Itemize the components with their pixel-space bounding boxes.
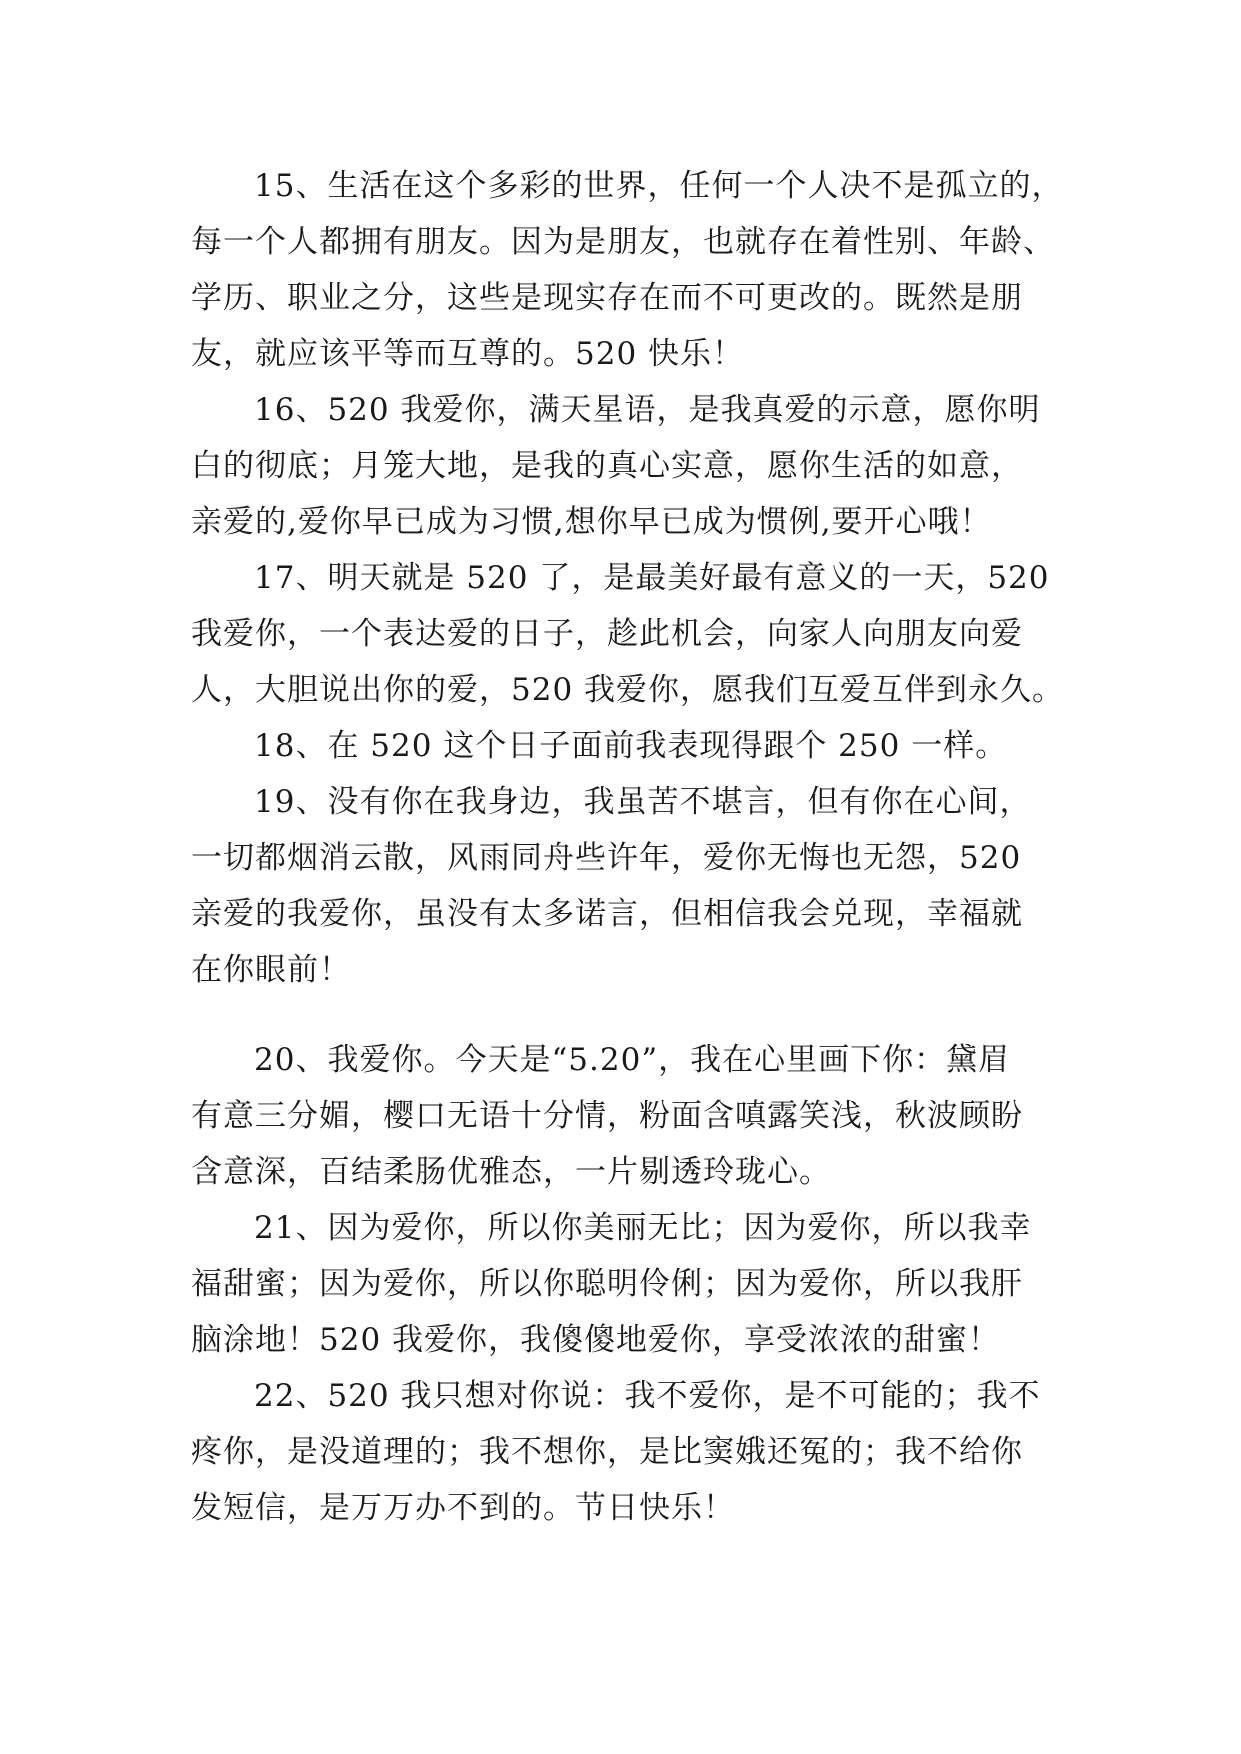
paragraph-19-line-2: 一切都烟消云散，风雨同舟些许年，爱你无悔也无怨，520 [191,840,1022,876]
paragraph-17-line-2: 我爱你，一个表达爱的日子，趁此机会，向家人向朋友向爱 [191,616,1023,652]
paragraph-16-line-1: 16、520 我爱你，满天星语，是我真爱的示意，愿你明 [254,392,1041,428]
paragraph-16-line-3: 亲爱的,爱你早已成为习惯,想你早已成为惯例,要开心哦！ [191,504,992,540]
paragraph-21-line-3: 脑涂地！520 我爱你，我傻傻地爱你，享受浓浓的甜蜜！ [191,1322,1001,1358]
paragraph-15-line-3: 学历、职业之分，这些是现实存在而不可更改的。既然是朋 [191,280,1023,316]
paragraph-22-line-1: 22、520 我只想对你说：我不爱你，是不可能的；我不 [254,1378,1041,1414]
paragraph-15-line-4: 友，就应该平等而互尊的。520 快乐！ [191,336,745,372]
paragraph-22-line-2: 疼你，是没道理的；我不想你，是比窦娥还冤的；我不给你 [191,1434,1023,1470]
paragraph-17-line-1: 17、明天就是 520 了，是最美好最有意义的一天，520 [254,560,1050,596]
paragraph-21-line-1: 21、因为爱你，所以你美丽无比；因为爱你，所以我幸 [254,1210,1032,1246]
paragraph-20-line-3: 含意深，百结柔肠优雅态，一片剔透玲珑心。 [191,1154,831,1190]
paragraph-20-line-2: 有意三分媚，樱口无语十分情，粉面含嗔露笑浅，秋波顾盼 [191,1098,1023,1134]
paragraph-19-line-3: 亲爱的我爱你，虽没有太多诺言，但相信我会兑现，幸福就 [191,896,1023,932]
paragraph-17-line-3: 人，大胆说出你的爱，520 我爱你，愿我们互爱互伴到永久。 [191,672,1065,708]
paragraph-15-line-2: 每一个人都拥有朋友。因为是朋友，也就存在着性别、年龄、 [191,224,1055,260]
paragraph-16-line-2: 白的彻底；月笼大地，是我的真心实意，愿你生活的如意， [191,448,1023,484]
paragraph-15-line-1: 15、生活在这个多彩的世界，任何一个人决不是孤立的， [254,168,1064,204]
paragraph-19-line-4: 在你眼前！ [191,952,351,988]
paragraph-18-line-1: 18、在 520 这个日子面前我表现得跟个 250 一样。 [254,728,1008,764]
paragraph-20-line-1: 20、我爱你。今天是“5.20”，我在心里画下你：黛眉 [254,1042,1011,1078]
paragraph-19-line-1: 19、没有你在我身边，我虽苦不堪言，但有你在心间， [254,784,1032,820]
paragraph-21-line-2: 福甜蜜；因为爱你，所以你聪明伶俐；因为爱你，所以我肝 [191,1266,1023,1302]
paragraph-22-line-3: 发短信，是万万办不到的。节日快乐！ [191,1490,735,1526]
